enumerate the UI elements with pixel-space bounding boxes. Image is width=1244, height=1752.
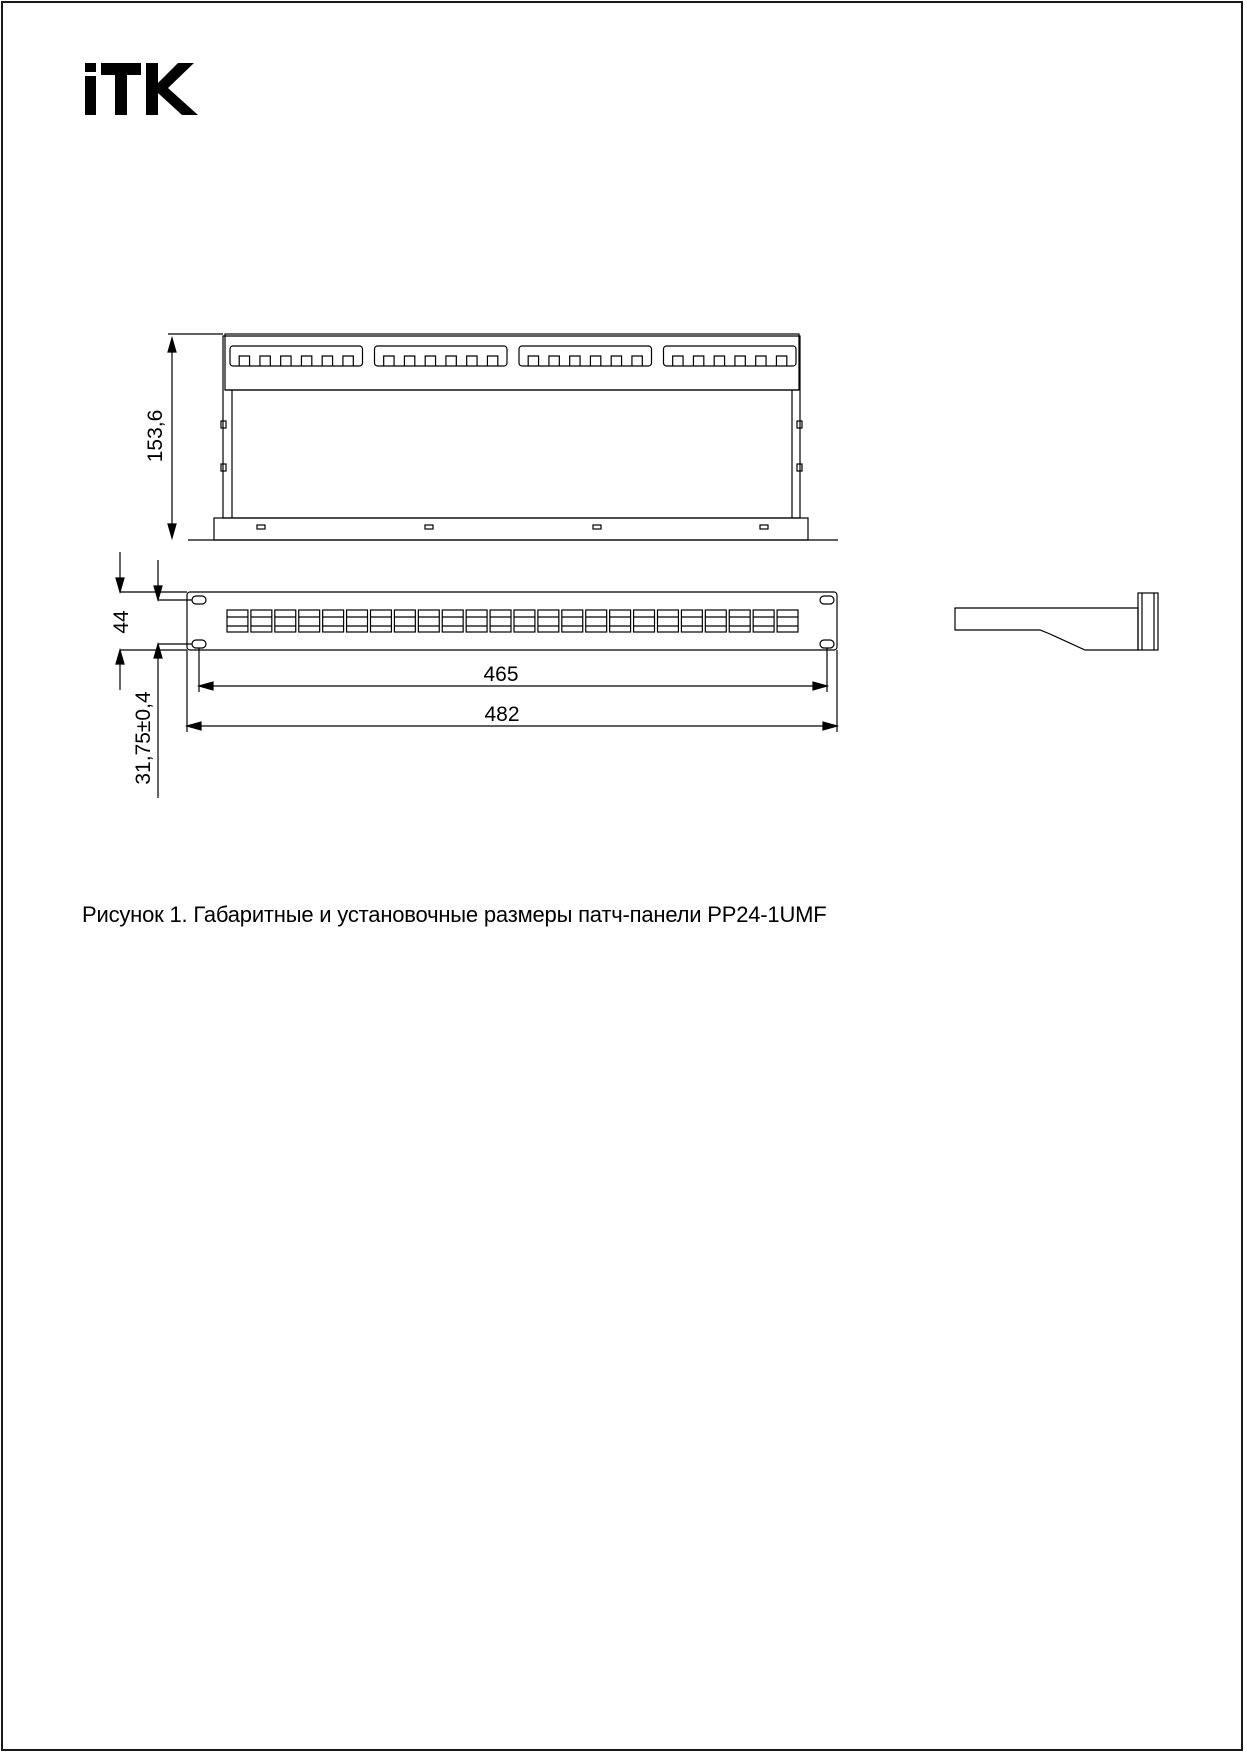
cable-manager (230, 346, 363, 366)
cable-manager (664, 346, 797, 366)
port (394, 610, 415, 632)
depth-dimension (168, 334, 223, 538)
port (466, 610, 487, 632)
hole-spacing-dimension (154, 560, 192, 798)
figure-caption: Рисунок 1. Габаритные и установочные размеры патч-панели PP24-1UMF (82, 902, 827, 927)
top-view (188, 334, 838, 540)
port (323, 610, 344, 632)
port (610, 610, 631, 632)
port (562, 610, 583, 632)
port (251, 610, 272, 632)
cable-manager-sections (230, 346, 796, 366)
port (681, 610, 702, 632)
side-view (955, 593, 1158, 650)
port (586, 610, 607, 632)
front-view (187, 592, 837, 650)
overall-width-label: 482 (484, 703, 520, 726)
port (275, 610, 296, 632)
port (658, 610, 679, 632)
port (418, 610, 439, 632)
port (729, 610, 750, 632)
port (442, 610, 463, 632)
port (705, 610, 726, 632)
port-row (227, 610, 798, 632)
port (777, 610, 798, 632)
hole-spacing-label: 31,75±0,4 (132, 691, 155, 785)
port (538, 610, 559, 632)
port (347, 610, 368, 632)
port (227, 610, 248, 632)
cable-manager (519, 346, 652, 366)
port (299, 610, 320, 632)
port (490, 610, 511, 632)
cable-manager (375, 346, 508, 366)
port (371, 610, 392, 632)
port (753, 610, 774, 632)
port (514, 610, 535, 632)
port (634, 610, 655, 632)
height-label: 44 (110, 610, 133, 634)
depth-label: 153,6 (144, 409, 167, 463)
mount-width-label: 465 (483, 663, 519, 686)
